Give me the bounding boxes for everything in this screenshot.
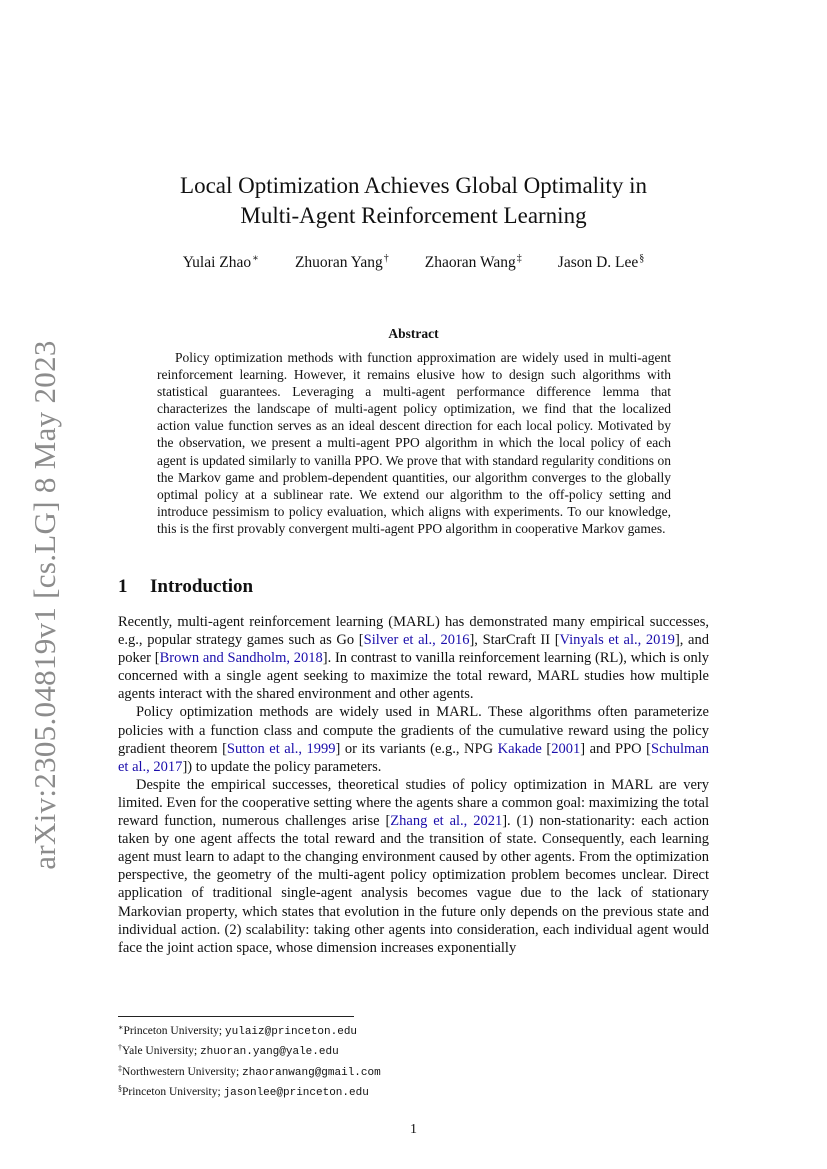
footnote-mark: † (118, 1043, 122, 1053)
section-number: 1 (118, 576, 128, 597)
section-title: Introduction (150, 576, 254, 597)
paragraph (118, 613, 709, 703)
footnote (118, 1061, 381, 1081)
paragraph-text: Policy optimization methods are widely used in MARL. These algorithms often parameterize policies with a function class and compute the gradients of the cumulative reward using the policy gradient theorem [ (118, 704, 709, 757)
citation-link[interactable]: 2001 (551, 740, 581, 757)
author-list (118, 253, 709, 272)
paper-title (118, 171, 709, 231)
footnote-email: jasonlee@princeton.edu (223, 1087, 369, 1100)
author-mark: § (639, 253, 645, 264)
paragraph (118, 776, 709, 957)
citation-link[interactable]: Vinyals et al., 2019 (559, 632, 675, 649)
author-mark: ‡ (516, 253, 522, 264)
paragraph-text: ]. In contrast to vanilla reinforcement learning (RL), which is only concerned with a single agent seeking to maximize the total reward, MARL studies how multiple agents interact with the shared environment and other agents. (118, 650, 710, 703)
title-line-1: Local Optimization Achieves Global Optimality in (180, 173, 647, 198)
footnote-affiliation: Princeton University; (123, 1025, 226, 1037)
section-body (118, 613, 709, 957)
footnote (118, 1040, 381, 1060)
citation-link[interactable]: Brown and Sandholm, 2018 (159, 650, 323, 667)
footnote-email: yulaiz@princeton.edu (225, 1026, 358, 1038)
footnote-email: zhaoranwang@gmail.com (242, 1066, 381, 1079)
author-name: Jason D. Lee (557, 254, 639, 271)
footnote (118, 1020, 381, 1040)
paragraph (118, 703, 709, 775)
footnote-affiliation: Princeton University; (122, 1086, 224, 1099)
page-number: 1 (410, 1122, 417, 1137)
abstract-text: Policy optimization methods with function approximation are widely used in multi-agent reinforcement learning. However, it remains elusive how to design such algorithms with statistical guarantees. Leveraging a multi-agent performance difference lemma that characterizes the landscape of multi-agent policy optimization, we find that the localized action value function serves as an ideal descent direction for each local policy. Motivated by the observation, we present a multi-agent PPO algorithm in which the local policy of each agent is updated similarly to vanilla PPO. We prove that with standard regularity conditions on the Markov game and problem-dependent quantities, our algorithm converges to the globally optimal policy at a sublinear rate. We extend our algorithm to the off-policy setting and introduce pessimism to policy evaluation, which aligns with experiments. To our knowledge, this is the first provably convergent multi-agent PPO algorithm in cooperative Markov games. (157, 350, 671, 536)
footnote-affiliation: Northwestern University; (122, 1065, 243, 1078)
paragraph-text: Recently, multi-agent reinforcement learning (MARL) has demonstrated many empirical successes, e.g., popular strategy games such as Go [ (118, 614, 709, 649)
title-line-2: Multi-Agent Reinforcement Learning (240, 203, 587, 228)
paragraph-text: ] and PPO [ (580, 740, 651, 757)
author-mark: ∗ (252, 253, 259, 264)
author (558, 253, 645, 272)
paragraph-text: ], and poker [ (118, 632, 709, 667)
footnote-email: zhuoran.yang@yale.edu (200, 1046, 339, 1059)
author-name: Yulai Zhao (182, 254, 252, 271)
author-name: Zhuoran Yang (294, 254, 383, 271)
section-heading (118, 576, 253, 598)
footnote-affiliation: Yale University; (122, 1045, 201, 1058)
author-mark: † (383, 253, 389, 264)
footnote (118, 1081, 381, 1101)
paragraph-text: ] or its variants (e.g., NPG (335, 740, 498, 757)
abstract-heading: Abstract (388, 326, 439, 341)
paragraph-text: ], StarCraft II [ (469, 632, 560, 649)
arxiv-side-identifier (22, 340, 68, 870)
citation-link[interactable]: Kakade (497, 740, 542, 757)
paragraph-text: [ (541, 740, 552, 757)
citation-link[interactable]: Silver et al., 2016 (363, 632, 470, 649)
citation-link[interactable]: Sutton et al., 1999 (226, 740, 336, 757)
author (183, 253, 259, 272)
author (295, 253, 389, 272)
paragraph-text: ]. (1) non-stationarity: each action taken by one agent affects the total reward and the transition of state. Consequently, each learning agent must learn to adapt to the changing environment caused by other agents. From the optimization perspective, the geometry of the multi-agent policy optimization problem becomes unclear. Direct application of traditional single-agent analysis becomes vague due to the lack of stationary Markovian property, which states that evolution in the future only depends on the previous state and individual action. (2) scalability: taking other agents into consideration, each individual agent would face the joint action space, whose dimension increases exponentially (118, 813, 709, 956)
citation-link[interactable]: Schulman et al., 2017 (118, 740, 709, 775)
footnote-mark: ‡ (118, 1063, 122, 1073)
paragraph-text: ]) to update the policy parameters. (182, 758, 382, 775)
paragraph-text: Despite the empirical successes, theoretical studies of policy optimization in MARL are very limited. Even for the cooperative setting where the agents share a common goal: maximizing the total reward function, numerous challenges arise [ (118, 776, 709, 830)
footnote-mark: ∗ (118, 1023, 124, 1032)
author (425, 253, 522, 272)
arxiv-identifier-text: arXiv:2305.04819v1 [cs.LG] 8 May 2023 (27, 340, 62, 870)
citation-link[interactable]: Zhang et al., 2021 (390, 813, 503, 830)
footnotes (118, 1020, 381, 1102)
footnote-mark: § (118, 1084, 122, 1094)
author-name: Zhaoran Wang (424, 254, 516, 271)
footnote-rule (118, 1016, 354, 1017)
